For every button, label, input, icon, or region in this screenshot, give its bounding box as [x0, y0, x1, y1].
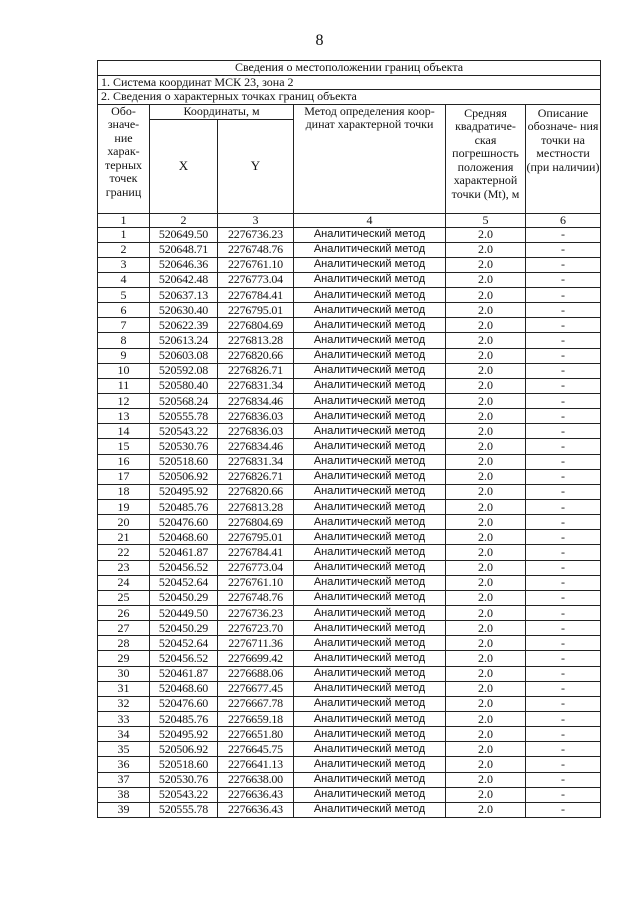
- x-coordinate-cell: 520452.64: [150, 636, 218, 651]
- method-cell: Аналитический метод: [294, 272, 446, 287]
- method-cell: Аналитический метод: [294, 318, 446, 333]
- x-coordinate-cell: 520449.50: [150, 606, 218, 621]
- method-cell: Аналитический метод: [294, 394, 446, 409]
- method-cell: Аналитический метод: [294, 363, 446, 378]
- mean-error-cell: 2.0: [446, 681, 526, 696]
- point-number-cell: 23: [98, 560, 150, 575]
- x-coordinate-cell: 520555.78: [150, 409, 218, 424]
- x-coordinate-cell: 520580.40: [150, 378, 218, 393]
- table-row: [98, 303, 601, 318]
- point-number-cell: 27: [98, 621, 150, 636]
- x-coordinate-cell: 520495.92: [150, 727, 218, 742]
- description-cell: -: [526, 439, 601, 454]
- mean-error-cell: 2.0: [446, 666, 526, 681]
- description-cell: -: [526, 696, 601, 711]
- y-coordinate-cell: 2276804.69: [218, 515, 294, 530]
- table-row: [98, 242, 601, 257]
- description-cell: -: [526, 621, 601, 636]
- point-number-cell: 29: [98, 651, 150, 666]
- mean-error-cell: 2.0: [446, 363, 526, 378]
- mean-error-cell: 2.0: [446, 696, 526, 711]
- x-coordinate-cell: 520461.87: [150, 666, 218, 681]
- x-coordinate-cell: 520468.60: [150, 530, 218, 545]
- table-row: [98, 606, 601, 621]
- header-coordinates: Координаты, м: [150, 104, 294, 119]
- point-number-cell: 3: [98, 257, 150, 272]
- point-number-cell: 34: [98, 727, 150, 742]
- method-cell: Аналитический метод: [294, 333, 446, 348]
- description-cell: -: [526, 257, 601, 272]
- x-coordinate-cell: 520456.52: [150, 651, 218, 666]
- point-number-cell: 25: [98, 590, 150, 605]
- method-cell: Аналитический метод: [294, 575, 446, 590]
- method-cell: Аналитический метод: [294, 696, 446, 711]
- table-row: [98, 757, 601, 772]
- header-point-designation: Обо- значе- ние харак- терных точек границ: [98, 104, 150, 213]
- mean-error-cell: 2.0: [446, 500, 526, 515]
- mean-error-cell: 2.0: [446, 787, 526, 802]
- method-cell: Аналитический метод: [294, 227, 446, 242]
- method-cell: Аналитический метод: [294, 772, 446, 787]
- table-row: [98, 515, 601, 530]
- x-coordinate-cell: 520476.60: [150, 696, 218, 711]
- table-row: [98, 772, 601, 787]
- y-coordinate-cell: 2276773.04: [218, 272, 294, 287]
- coordinate-system-line: 1. Система координат МСК 23, зона 2: [98, 75, 601, 90]
- y-coordinate-cell: 2276831.34: [218, 454, 294, 469]
- point-number-cell: 19: [98, 500, 150, 515]
- mean-error-cell: 2.0: [446, 454, 526, 469]
- x-coordinate-cell: 520649.50: [150, 227, 218, 242]
- x-coordinate-cell: 520613.24: [150, 333, 218, 348]
- column-number-5: 5: [446, 213, 526, 227]
- description-cell: -: [526, 272, 601, 287]
- description-cell: -: [526, 484, 601, 499]
- y-coordinate-cell: 2276748.76: [218, 590, 294, 605]
- point-number-cell: 28: [98, 636, 150, 651]
- table-row: [98, 378, 601, 393]
- y-coordinate-cell: 2276820.66: [218, 348, 294, 363]
- description-cell: -: [526, 424, 601, 439]
- x-coordinate-cell: 520543.22: [150, 424, 218, 439]
- header-method: Метод определения коор- динат характерной точки: [294, 104, 446, 213]
- x-coordinate-cell: 520485.76: [150, 712, 218, 727]
- method-cell: Аналитический метод: [294, 651, 446, 666]
- header-y: Y: [218, 119, 294, 213]
- x-coordinate-cell: 520648.71: [150, 242, 218, 257]
- mean-error-cell: 2.0: [446, 348, 526, 363]
- mean-error-cell: 2.0: [446, 333, 526, 348]
- point-number-cell: 8: [98, 333, 150, 348]
- x-coordinate-cell: 520506.92: [150, 469, 218, 484]
- y-coordinate-cell: 2276641.13: [218, 757, 294, 772]
- table-row: [98, 409, 601, 424]
- method-cell: Аналитический метод: [294, 666, 446, 681]
- y-coordinate-cell: 2276736.23: [218, 606, 294, 621]
- x-coordinate-cell: 520452.64: [150, 575, 218, 590]
- description-cell: -: [526, 666, 601, 681]
- point-number-cell: 32: [98, 696, 150, 711]
- mean-error-cell: 2.0: [446, 257, 526, 272]
- method-cell: Аналитический метод: [294, 727, 446, 742]
- method-cell: Аналитический метод: [294, 469, 446, 484]
- description-cell: -: [526, 545, 601, 560]
- point-number-cell: 13: [98, 409, 150, 424]
- table-row: [98, 727, 601, 742]
- y-coordinate-cell: 2276836.03: [218, 424, 294, 439]
- mean-error-cell: 2.0: [446, 772, 526, 787]
- mean-error-cell: 2.0: [446, 409, 526, 424]
- description-cell: -: [526, 515, 601, 530]
- description-cell: -: [526, 802, 601, 817]
- point-number-cell: 1: [98, 227, 150, 242]
- description-cell: -: [526, 348, 601, 363]
- table-row: [98, 318, 601, 333]
- x-coordinate-cell: 520461.87: [150, 545, 218, 560]
- method-cell: Аналитический метод: [294, 712, 446, 727]
- method-cell: Аналитический метод: [294, 742, 446, 757]
- point-number-cell: 15: [98, 439, 150, 454]
- method-cell: Аналитический метод: [294, 621, 446, 636]
- x-coordinate-cell: 520592.08: [150, 363, 218, 378]
- x-coordinate-cell: 520543.22: [150, 787, 218, 802]
- method-cell: Аналитический метод: [294, 257, 446, 272]
- table-row: [98, 288, 601, 303]
- description-cell: -: [526, 636, 601, 651]
- y-coordinate-cell: 2276836.03: [218, 409, 294, 424]
- mean-error-cell: 2.0: [446, 272, 526, 287]
- point-number-cell: 6: [98, 303, 150, 318]
- x-coordinate-cell: 520646.36: [150, 257, 218, 272]
- y-coordinate-cell: 2276736.23: [218, 227, 294, 242]
- mean-error-cell: 2.0: [446, 560, 526, 575]
- mean-error-cell: 2.0: [446, 303, 526, 318]
- table-row: [98, 348, 601, 363]
- table-row: [98, 666, 601, 681]
- y-coordinate-cell: 2276748.76: [218, 242, 294, 257]
- method-cell: Аналитический метод: [294, 409, 446, 424]
- page-number: 8: [315, 32, 324, 49]
- x-coordinate-cell: 520642.48: [150, 272, 218, 287]
- point-number-cell: 9: [98, 348, 150, 363]
- point-number-cell: 5: [98, 288, 150, 303]
- mean-error-cell: 2.0: [446, 606, 526, 621]
- mean-error-cell: 2.0: [446, 742, 526, 757]
- table-row: [98, 469, 601, 484]
- y-coordinate-cell: 2276667.78: [218, 696, 294, 711]
- description-cell: -: [526, 742, 601, 757]
- mean-error-cell: 2.0: [446, 439, 526, 454]
- description-cell: -: [526, 712, 601, 727]
- point-number-cell: 4: [98, 272, 150, 287]
- y-coordinate-cell: 2276636.43: [218, 802, 294, 817]
- method-cell: Аналитический метод: [294, 348, 446, 363]
- mean-error-cell: 2.0: [446, 242, 526, 257]
- point-number-cell: 37: [98, 772, 150, 787]
- y-coordinate-cell: 2276831.34: [218, 378, 294, 393]
- method-cell: Аналитический метод: [294, 681, 446, 696]
- description-cell: -: [526, 727, 601, 742]
- point-number-cell: 18: [98, 484, 150, 499]
- table-row: [98, 454, 601, 469]
- method-cell: Аналитический метод: [294, 515, 446, 530]
- table-row: [98, 742, 601, 757]
- y-coordinate-cell: 2276711.36: [218, 636, 294, 651]
- column-number-row: [98, 213, 601, 227]
- y-coordinate-cell: 2276804.69: [218, 318, 294, 333]
- description-cell: -: [526, 303, 601, 318]
- description-cell: -: [526, 575, 601, 590]
- x-coordinate-cell: 520495.92: [150, 484, 218, 499]
- y-coordinate-cell: 2276761.10: [218, 257, 294, 272]
- column-number-6: 6: [526, 213, 601, 227]
- column-number-2: 2: [150, 213, 218, 227]
- method-cell: Аналитический метод: [294, 787, 446, 802]
- x-coordinate-cell: 520630.40: [150, 303, 218, 318]
- mean-error-cell: 2.0: [446, 590, 526, 605]
- mean-error-cell: 2.0: [446, 318, 526, 333]
- y-coordinate-cell: 2276820.66: [218, 484, 294, 499]
- point-number-cell: 26: [98, 606, 150, 621]
- table-row: [98, 545, 601, 560]
- description-cell: -: [526, 454, 601, 469]
- point-number-cell: 22: [98, 545, 150, 560]
- method-cell: Аналитический метод: [294, 242, 446, 257]
- point-number-cell: 7: [98, 318, 150, 333]
- x-coordinate-cell: 520530.76: [150, 439, 218, 454]
- point-number-cell: 31: [98, 681, 150, 696]
- description-cell: -: [526, 242, 601, 257]
- table-row: [98, 575, 601, 590]
- method-cell: Аналитический метод: [294, 454, 446, 469]
- method-cell: Аналитический метод: [294, 303, 446, 318]
- x-coordinate-cell: 520568.24: [150, 394, 218, 409]
- table-row: [98, 439, 601, 454]
- method-cell: Аналитический метод: [294, 530, 446, 545]
- description-cell: -: [526, 333, 601, 348]
- description-cell: -: [526, 651, 601, 666]
- mean-error-cell: 2.0: [446, 802, 526, 817]
- description-cell: -: [526, 606, 601, 621]
- description-cell: -: [526, 318, 601, 333]
- description-cell: -: [526, 560, 601, 575]
- description-cell: -: [526, 530, 601, 545]
- table-row: [98, 272, 601, 287]
- table-row: [98, 560, 601, 575]
- header-mean-error: Средняя квадратиче- ская погрешность положения характерной точки (Mt), м: [446, 104, 526, 213]
- method-cell: Аналитический метод: [294, 378, 446, 393]
- x-coordinate-cell: 520485.76: [150, 500, 218, 515]
- description-cell: -: [526, 227, 601, 242]
- table-row: [98, 530, 601, 545]
- mean-error-cell: 2.0: [446, 651, 526, 666]
- method-cell: Аналитический метод: [294, 560, 446, 575]
- point-number-cell: 21: [98, 530, 150, 545]
- y-coordinate-cell: 2276834.46: [218, 394, 294, 409]
- method-cell: Аналитический метод: [294, 590, 446, 605]
- y-coordinate-cell: 2276699.42: [218, 651, 294, 666]
- table-title: Сведения о местоположении границ объекта: [98, 61, 601, 76]
- table-row: [98, 394, 601, 409]
- mean-error-cell: 2.0: [446, 394, 526, 409]
- y-coordinate-cell: 2276795.01: [218, 530, 294, 545]
- point-number-cell: 33: [98, 712, 150, 727]
- method-cell: Аналитический метод: [294, 606, 446, 621]
- table-row: [98, 333, 601, 348]
- x-coordinate-cell: 520468.60: [150, 681, 218, 696]
- mean-error-cell: 2.0: [446, 484, 526, 499]
- table-row: [98, 712, 601, 727]
- y-coordinate-cell: 2276784.41: [218, 545, 294, 560]
- column-number-4: 4: [294, 213, 446, 227]
- y-coordinate-cell: 2276659.18: [218, 712, 294, 727]
- y-coordinate-cell: 2276651.80: [218, 727, 294, 742]
- x-coordinate-cell: 520637.13: [150, 288, 218, 303]
- mean-error-cell: 2.0: [446, 757, 526, 772]
- description-cell: -: [526, 469, 601, 484]
- point-number-cell: 38: [98, 787, 150, 802]
- section-heading-points: 2. Сведения о характерных точках границ объекта: [98, 90, 601, 105]
- method-cell: Аналитический метод: [294, 545, 446, 560]
- y-coordinate-cell: 2276826.71: [218, 363, 294, 378]
- method-cell: Аналитический метод: [294, 424, 446, 439]
- y-coordinate-cell: 2276688.06: [218, 666, 294, 681]
- y-coordinate-cell: 2276813.28: [218, 333, 294, 348]
- y-coordinate-cell: 2276723.70: [218, 621, 294, 636]
- description-cell: -: [526, 409, 601, 424]
- method-cell: Аналитический метод: [294, 757, 446, 772]
- mean-error-cell: 2.0: [446, 424, 526, 439]
- table-row: [98, 696, 601, 711]
- point-number-cell: 2: [98, 242, 150, 257]
- description-cell: -: [526, 787, 601, 802]
- table-row: [98, 484, 601, 499]
- point-number-cell: 12: [98, 394, 150, 409]
- y-coordinate-cell: 2276638.00: [218, 772, 294, 787]
- description-cell: -: [526, 394, 601, 409]
- x-coordinate-cell: 520476.60: [150, 515, 218, 530]
- column-number-1: 1: [98, 213, 150, 227]
- x-coordinate-cell: 520518.60: [150, 454, 218, 469]
- mean-error-cell: 2.0: [446, 727, 526, 742]
- description-cell: -: [526, 378, 601, 393]
- y-coordinate-cell: 2276645.75: [218, 742, 294, 757]
- y-coordinate-cell: 2276826.71: [218, 469, 294, 484]
- method-cell: Аналитический метод: [294, 500, 446, 515]
- method-cell: Аналитический метод: [294, 636, 446, 651]
- description-cell: -: [526, 288, 601, 303]
- description-cell: -: [526, 363, 601, 378]
- y-coordinate-cell: 2276636.43: [218, 787, 294, 802]
- mean-error-cell: 2.0: [446, 575, 526, 590]
- mean-error-cell: 2.0: [446, 469, 526, 484]
- point-number-cell: 24: [98, 575, 150, 590]
- mean-error-cell: 2.0: [446, 227, 526, 242]
- table-row: [98, 802, 601, 817]
- method-cell: Аналитический метод: [294, 802, 446, 817]
- table-row: [98, 681, 601, 696]
- description-cell: -: [526, 772, 601, 787]
- x-coordinate-cell: 520450.29: [150, 590, 218, 605]
- table-row: [98, 227, 601, 242]
- table-row: [98, 500, 601, 515]
- point-number-cell: 14: [98, 424, 150, 439]
- point-number-cell: 36: [98, 757, 150, 772]
- mean-error-cell: 2.0: [446, 515, 526, 530]
- boundary-points-table: [97, 60, 601, 818]
- y-coordinate-cell: 2276834.46: [218, 439, 294, 454]
- table-row: [98, 424, 601, 439]
- x-coordinate-cell: 520450.29: [150, 621, 218, 636]
- method-cell: Аналитический метод: [294, 288, 446, 303]
- description-cell: -: [526, 500, 601, 515]
- point-number-cell: 10: [98, 363, 150, 378]
- point-number-cell: 35: [98, 742, 150, 757]
- x-coordinate-cell: 520518.60: [150, 757, 218, 772]
- table-row: [98, 787, 601, 802]
- mean-error-cell: 2.0: [446, 636, 526, 651]
- mean-error-cell: 2.0: [446, 288, 526, 303]
- y-coordinate-cell: 2276784.41: [218, 288, 294, 303]
- point-number-cell: 20: [98, 515, 150, 530]
- point-number-cell: 30: [98, 666, 150, 681]
- table-row: [98, 590, 601, 605]
- mean-error-cell: 2.0: [446, 530, 526, 545]
- x-coordinate-cell: 520506.92: [150, 742, 218, 757]
- x-coordinate-cell: 520555.78: [150, 802, 218, 817]
- point-number-cell: 17: [98, 469, 150, 484]
- table-row: [98, 257, 601, 272]
- y-coordinate-cell: 2276761.10: [218, 575, 294, 590]
- y-coordinate-cell: 2276813.28: [218, 500, 294, 515]
- mean-error-cell: 2.0: [446, 545, 526, 560]
- x-coordinate-cell: 520530.76: [150, 772, 218, 787]
- point-number-cell: 16: [98, 454, 150, 469]
- mean-error-cell: 2.0: [446, 378, 526, 393]
- mean-error-cell: 2.0: [446, 712, 526, 727]
- description-cell: -: [526, 590, 601, 605]
- x-coordinate-cell: 520622.39: [150, 318, 218, 333]
- point-number-cell: 11: [98, 378, 150, 393]
- description-cell: -: [526, 681, 601, 696]
- y-coordinate-cell: 2276677.45: [218, 681, 294, 696]
- header-x: X: [150, 119, 218, 213]
- method-cell: Аналитический метод: [294, 439, 446, 454]
- table-row: [98, 636, 601, 651]
- y-coordinate-cell: 2276795.01: [218, 303, 294, 318]
- method-cell: Аналитический метод: [294, 484, 446, 499]
- x-coordinate-cell: 520603.08: [150, 348, 218, 363]
- y-coordinate-cell: 2276773.04: [218, 560, 294, 575]
- column-number-3: 3: [218, 213, 294, 227]
- table-body: [98, 61, 601, 818]
- table-row: [98, 651, 601, 666]
- x-coordinate-cell: 520456.52: [150, 560, 218, 575]
- description-cell: -: [526, 757, 601, 772]
- mean-error-cell: 2.0: [446, 621, 526, 636]
- table-row: [98, 621, 601, 636]
- point-number-cell: 39: [98, 802, 150, 817]
- table-row: [98, 363, 601, 378]
- header-description: Описание обозначе- ния точки на местности (при наличии): [526, 104, 601, 213]
